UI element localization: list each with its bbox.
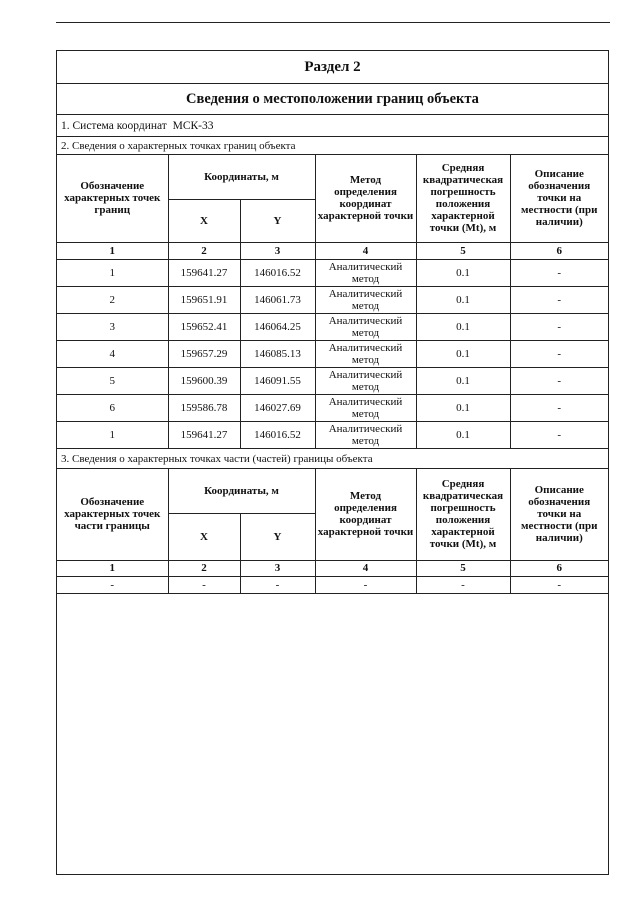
- header-designation: Обозначение характерных точек границ: [57, 155, 168, 242]
- point-accuracy: 0.1: [416, 421, 510, 448]
- table-row: [57, 367, 608, 394]
- col-number: 3: [240, 242, 315, 259]
- point-id: 6: [57, 394, 168, 421]
- table-row: [57, 421, 608, 448]
- table-row: [57, 340, 608, 367]
- header-y: Y: [240, 199, 315, 242]
- header-accuracy: Средняя квадратическая погрешность положения характерной точки (Mt), м: [416, 155, 510, 242]
- table-row: [57, 313, 608, 340]
- point-id: 2: [57, 286, 168, 313]
- point-method: Аналитический метод: [315, 367, 416, 394]
- header-coords: Координаты, м: [168, 469, 315, 513]
- point-description: -: [510, 340, 608, 367]
- header-x: X: [168, 199, 240, 242]
- point-method: -: [315, 576, 416, 593]
- header-designation: Обозначение характерных точек части границы: [57, 469, 168, 560]
- header-y: Y: [240, 513, 315, 560]
- point-id: 3: [57, 313, 168, 340]
- point-method: Аналитический метод: [315, 340, 416, 367]
- point-id: 5: [57, 367, 168, 394]
- point-y: -: [240, 576, 315, 593]
- col-number: 2: [168, 242, 240, 259]
- col-number: 3: [240, 560, 315, 576]
- point-method: Аналитический метод: [315, 259, 416, 286]
- header-method: Метод определения координат характерной точки: [315, 469, 416, 560]
- point-x: -: [168, 576, 240, 593]
- point-x: 159586.78: [168, 394, 240, 421]
- point-method: Аналитический метод: [315, 313, 416, 340]
- header-method: Метод определения координат характерной точки: [315, 155, 416, 242]
- point-x: 159641.27: [168, 421, 240, 448]
- col-number: 1: [57, 560, 168, 576]
- point-accuracy: 0.1: [416, 340, 510, 367]
- point-id: 4: [57, 340, 168, 367]
- col-number: 2: [168, 560, 240, 576]
- point-id: -: [57, 576, 168, 593]
- point-y: 146016.52: [240, 259, 315, 286]
- point-description: -: [510, 259, 608, 286]
- col-number: 4: [315, 242, 416, 259]
- col-number: 1: [57, 242, 168, 259]
- header-x: X: [168, 513, 240, 560]
- point-description: -: [510, 367, 608, 394]
- table-row: [57, 394, 608, 421]
- col-number: 6: [510, 560, 608, 576]
- point-description: -: [510, 313, 608, 340]
- point-accuracy: 0.1: [416, 313, 510, 340]
- point-method: Аналитический метод: [315, 394, 416, 421]
- point-description: -: [510, 576, 608, 593]
- part-boundary-points-table: [57, 469, 608, 594]
- header-description: Описание обозначения точки на местности (при наличии): [510, 469, 608, 560]
- point-y: 146061.73: [240, 286, 315, 313]
- section-title: Раздел 2: [57, 51, 608, 84]
- point-y: 146027.69: [240, 394, 315, 421]
- col-number: 6: [510, 242, 608, 259]
- point-accuracy: 0.1: [416, 286, 510, 313]
- point-accuracy: 0.1: [416, 394, 510, 421]
- point-id: 1: [57, 259, 168, 286]
- point-description: -: [510, 286, 608, 313]
- part2-caption: 2. Сведения о характерных точках границ объекта: [57, 137, 608, 155]
- point-id: 1: [57, 421, 168, 448]
- col-number: 5: [416, 242, 510, 259]
- point-y: 146016.52: [240, 421, 315, 448]
- table-row: [57, 576, 608, 593]
- table-row: [57, 259, 608, 286]
- point-accuracy: 0.1: [416, 367, 510, 394]
- top-rule: [56, 22, 610, 23]
- point-description: -: [510, 394, 608, 421]
- coord-system-line: [57, 115, 608, 137]
- section-subtitle: Сведения о местоположении границ объекта: [57, 84, 608, 115]
- part3-caption: 3. Сведения о характерных точках части (частей) границы объекта: [57, 450, 608, 469]
- document-frame: [56, 50, 609, 875]
- point-y: 146064.25: [240, 313, 315, 340]
- header-accuracy: Средняя квадратическая погрешность положения характерной точки (Mt), м: [416, 469, 510, 560]
- point-x: 159641.27: [168, 259, 240, 286]
- point-accuracy: 0.1: [416, 259, 510, 286]
- point-method: Аналитический метод: [315, 286, 416, 313]
- header-coords: Координаты, м: [168, 155, 315, 199]
- coord-system-value: МСК-33: [172, 120, 214, 132]
- point-x: 159600.39: [168, 367, 240, 394]
- point-method: Аналитический метод: [315, 421, 416, 448]
- header-description: Описание обозначения точки на местности (при наличии): [510, 155, 608, 242]
- point-x: 159657.29: [168, 340, 240, 367]
- table-row: [57, 286, 608, 313]
- point-accuracy: -: [416, 576, 510, 593]
- col-number: 4: [315, 560, 416, 576]
- point-y: 146091.55: [240, 367, 315, 394]
- point-x: 159651.91: [168, 286, 240, 313]
- coord-system-label: 1. Система координат: [61, 120, 167, 132]
- boundary-points-table: [57, 155, 608, 449]
- col-number: 5: [416, 560, 510, 576]
- point-x: 159652.41: [168, 313, 240, 340]
- point-description: -: [510, 421, 608, 448]
- point-y: 146085.13: [240, 340, 315, 367]
